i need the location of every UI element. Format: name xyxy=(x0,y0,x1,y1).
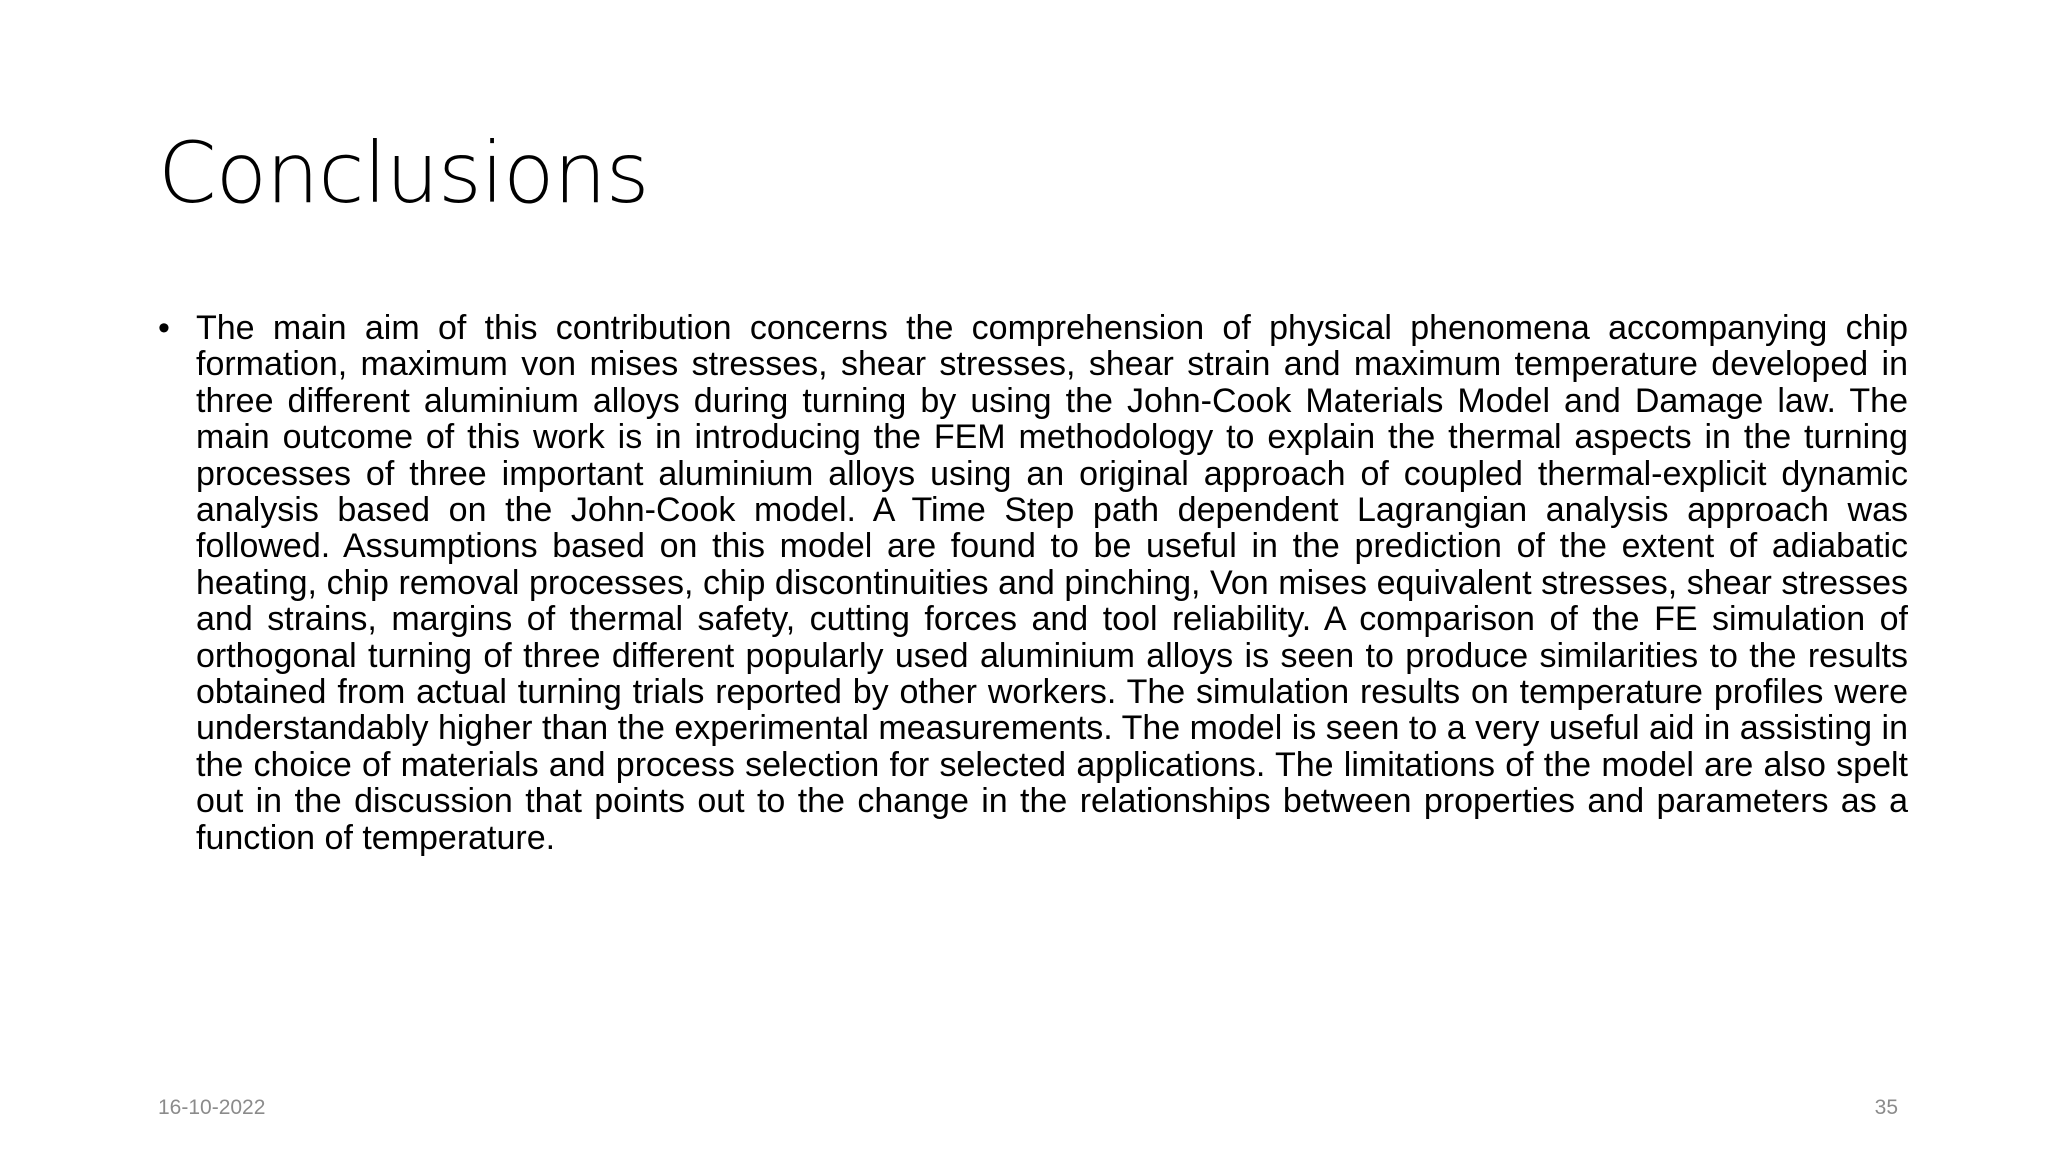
bullet-marker: • xyxy=(158,309,170,347)
bullet-item xyxy=(158,310,1908,856)
footer-date: 16-10-2022 xyxy=(158,1096,266,1119)
slide-title: Conclusions xyxy=(158,124,649,222)
bullet-text: The main aim of this contribution concerns the comprehension of physical phenomena accompanying chip formation, maximum von mises stresses, shear stresses, shear strain and maximum temperature developed in three different aluminium alloys during turning by using the John-Cook Materials Model and Damage law. The main outcome of this work is in introducing the FEM methodology to explain the thermal aspects in the turning processes of three important aluminium alloys using an original approach of coupled thermal-explicit dynamic analysis based on the John-Cook model. A Time Step path dependent Lagrangian analysis approach was followed. Assumptions based on this model are found to be useful in the prediction of the extent of adiabatic heating, chip removal processes, chip discontinuities and pinching, Von mises equivalent stresses, shear stresses and strains, margins of thermal safety, cutting forces and tool reliability. A comparison of the FE simulation of orthogonal turning of three different popularly used aluminium alloys is seen to produce similarities to the results obtained from actual turning trials reported by other workers. The simulation results on temperature profiles were understandably higher than the experimental measurements. The model is seen to a very useful aid in assisting in the choice of materials and process selection for selected applications. The limitations of the model are also spelt out in the discussion that points out to the change in the relationships between properties and parameters as a function of temperature. xyxy=(196,309,1908,857)
footer-page-number: 35 xyxy=(1874,1096,1898,1119)
bullet-list xyxy=(158,310,1908,856)
